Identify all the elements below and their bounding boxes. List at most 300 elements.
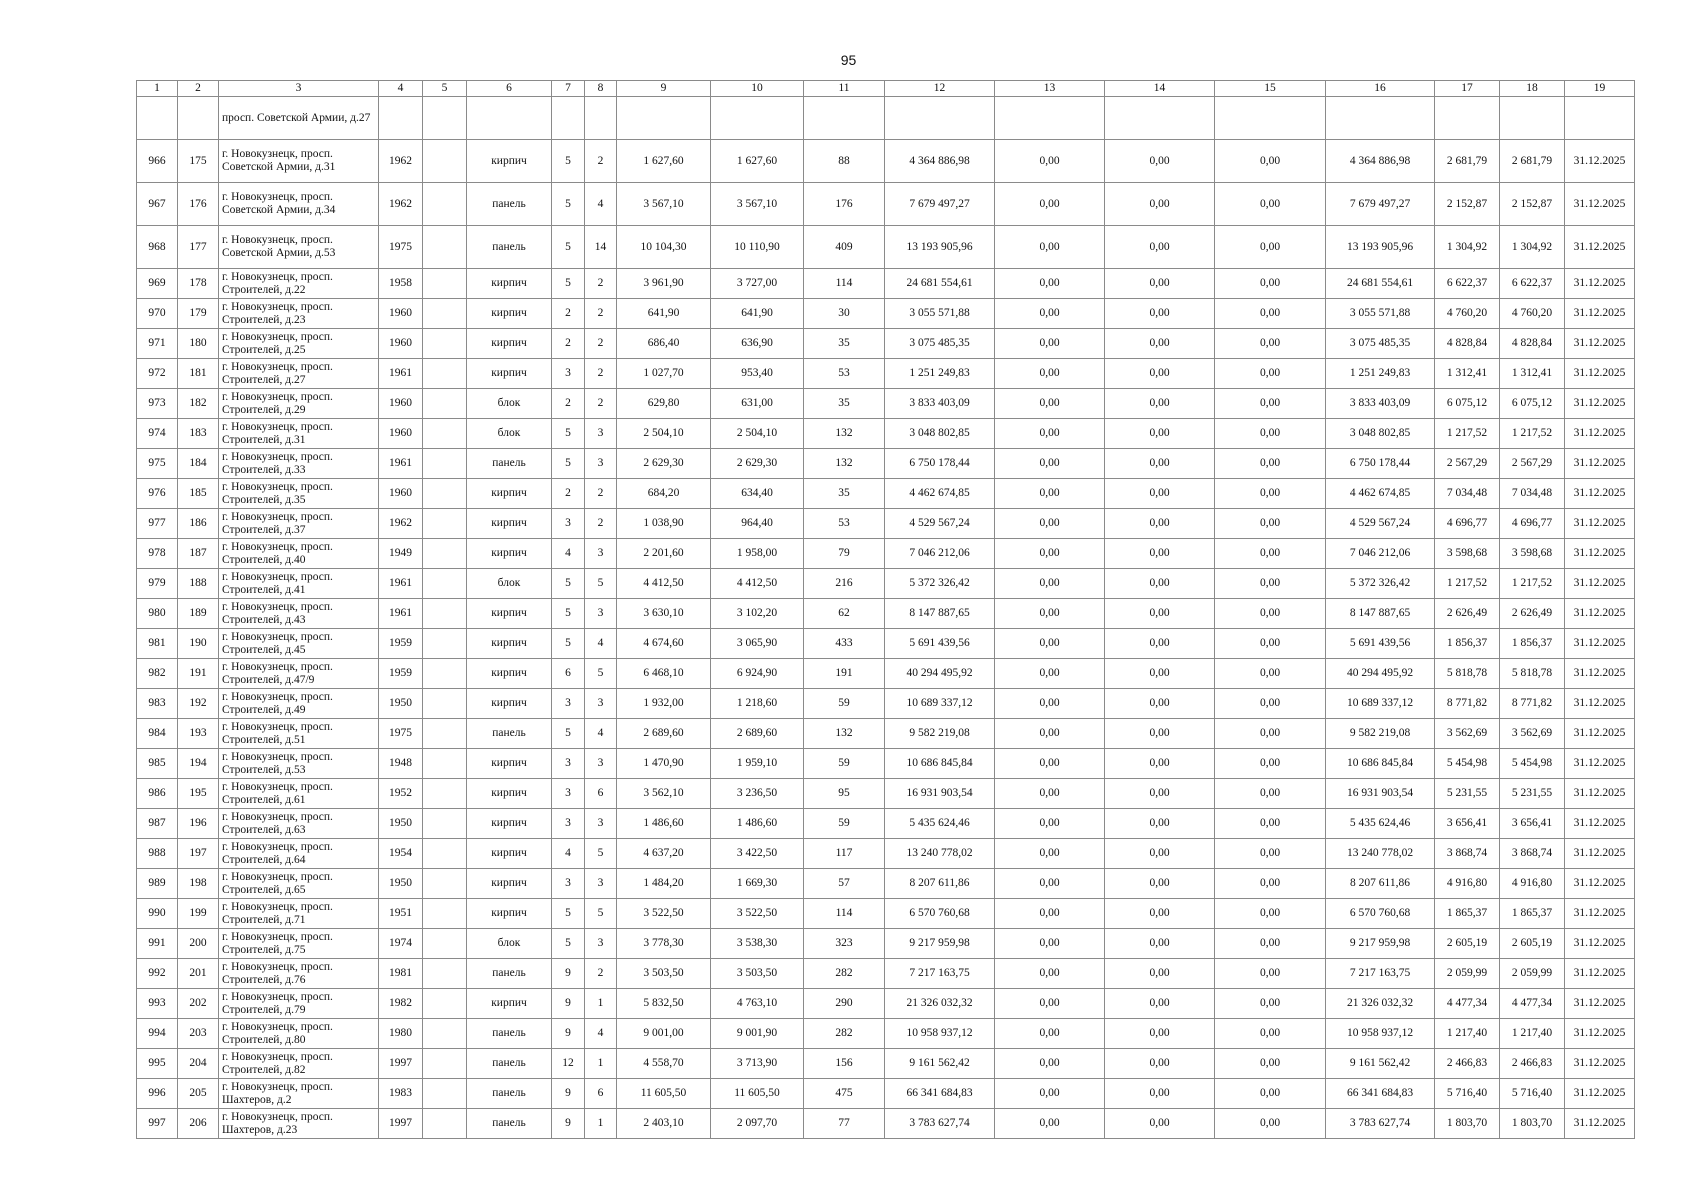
table-cell: 4 (585, 629, 617, 659)
table-cell: 0,00 (1105, 539, 1215, 569)
table-cell: панель (467, 959, 552, 989)
table-cell: 0,00 (995, 389, 1105, 419)
table-cell: 191 (804, 659, 885, 689)
table-cell: 0,00 (1105, 359, 1215, 389)
table-cell: 0,00 (1215, 899, 1326, 929)
table-cell: 9 (552, 1109, 585, 1139)
table-cell: 0,00 (1105, 959, 1215, 989)
table-cell: 0,00 (1215, 689, 1326, 719)
table-cell: 4 828,84 (1500, 329, 1565, 359)
address-cell: г. Новокузнецк, просп. Строителей, д.22 (219, 269, 379, 299)
table-cell (379, 97, 423, 140)
table-cell: 0,00 (1215, 479, 1326, 509)
table-cell: 117 (804, 839, 885, 869)
table-cell: 0,00 (995, 1109, 1105, 1139)
table-cell: 0,00 (995, 1079, 1105, 1109)
table-cell: 0,00 (1215, 1079, 1326, 1109)
table-cell: 686,40 (617, 329, 711, 359)
table-cell (1500, 97, 1565, 140)
table-cell: 3 (585, 419, 617, 449)
table-cell: 0,00 (1105, 749, 1215, 779)
table-cell (178, 97, 219, 140)
table-cell: 6 (585, 1079, 617, 1109)
table-cell: 4 364 886,98 (885, 140, 995, 183)
table-cell: 0,00 (1215, 509, 1326, 539)
table-cell (1326, 97, 1435, 140)
table-row (137, 569, 1635, 599)
table-cell: 0,00 (995, 1049, 1105, 1079)
table-cell: 3 (585, 539, 617, 569)
table-cell: 1 803,70 (1500, 1109, 1565, 1139)
table-cell: 1960 (379, 329, 423, 359)
table-cell: 634,40 (711, 479, 804, 509)
table-cell (423, 809, 467, 839)
table-cell: 4 412,50 (711, 569, 804, 599)
table-cell: блок (467, 419, 552, 449)
table-cell (423, 449, 467, 479)
table-cell: 4 637,20 (617, 839, 711, 869)
table-cell: 9 (552, 1079, 585, 1109)
table-cell: кирпич (467, 989, 552, 1019)
table-cell: блок (467, 389, 552, 419)
table-cell: 3 562,69 (1500, 719, 1565, 749)
table-cell: 7 217 163,75 (1326, 959, 1435, 989)
table-cell: 59 (804, 689, 885, 719)
table-cell: 1960 (379, 299, 423, 329)
table-cell: 970 (137, 299, 178, 329)
table-cell: 31.12.2025 (1565, 299, 1635, 329)
table-row (137, 809, 1635, 839)
table-cell: 5 716,40 (1500, 1079, 1565, 1109)
table-cell: 3 055 571,88 (1326, 299, 1435, 329)
table-cell: 0,00 (1215, 1019, 1326, 1049)
table-cell: 3 236,50 (711, 779, 804, 809)
table-cell: 198 (178, 869, 219, 899)
table-cell: 53 (804, 509, 885, 539)
table-cell: 0,00 (1105, 629, 1215, 659)
table-cell: 3 567,10 (711, 183, 804, 226)
table-cell: 1975 (379, 226, 423, 269)
table-cell: 31.12.2025 (1565, 659, 1635, 689)
table-cell: 5 832,50 (617, 989, 711, 1019)
table-cell: 0,00 (995, 1019, 1105, 1049)
table-cell: 0,00 (1105, 779, 1215, 809)
table-cell: 2 605,19 (1500, 929, 1565, 959)
address-cell: г. Новокузнецк, просп. Строителей, д.76 (219, 959, 379, 989)
table-cell: 195 (178, 779, 219, 809)
table-cell: 5 231,55 (1500, 779, 1565, 809)
table-cell: 4 (585, 183, 617, 226)
table-cell: кирпич (467, 299, 552, 329)
table-cell: 1 (585, 989, 617, 1019)
table-row (137, 269, 1635, 299)
table-cell: 9 161 562,42 (1326, 1049, 1435, 1079)
table-cell: 1 218,60 (711, 689, 804, 719)
table-cell: панель (467, 226, 552, 269)
table-cell: 0,00 (1215, 839, 1326, 869)
table-cell: 7 046 212,06 (885, 539, 995, 569)
table-cell: 0,00 (995, 839, 1105, 869)
table-cell: 0,00 (1105, 719, 1215, 749)
table-cell: 2 (585, 479, 617, 509)
table-cell: 966 (137, 140, 178, 183)
table-cell: 0,00 (1105, 659, 1215, 689)
table-cell: 5 691 439,56 (885, 629, 995, 659)
table-cell: 1961 (379, 359, 423, 389)
table-cell: 10 686 845,84 (885, 749, 995, 779)
address-cell: г. Новокузнецк, просп. Строителей, д.71 (219, 899, 379, 929)
table-cell (423, 183, 467, 226)
table-row (137, 1109, 1635, 1139)
table-cell: 0,00 (1105, 1049, 1215, 1079)
table-cell (423, 659, 467, 689)
table-cell: 31.12.2025 (1565, 779, 1635, 809)
table-cell: 3 (585, 689, 617, 719)
table-cell: 31.12.2025 (1565, 1049, 1635, 1079)
table-cell: 31.12.2025 (1565, 1109, 1635, 1139)
table-row (137, 899, 1635, 929)
table-cell (423, 1079, 467, 1109)
table-cell (995, 97, 1105, 140)
table-cell: 31.12.2025 (1565, 183, 1635, 226)
table-cell (711, 97, 804, 140)
table-cell: 0,00 (1215, 226, 1326, 269)
table-cell: 5 (585, 899, 617, 929)
table-cell: 1950 (379, 809, 423, 839)
table-cell: 5 (552, 929, 585, 959)
table-cell: 0,00 (1215, 419, 1326, 449)
table-cell: 3 783 627,74 (885, 1109, 995, 1139)
table-cell: 156 (804, 1049, 885, 1079)
table-cell: 1 803,70 (1435, 1109, 1500, 1139)
table-cell: 984 (137, 719, 178, 749)
table-cell: 0,00 (995, 419, 1105, 449)
table-cell: 13 193 905,96 (1326, 226, 1435, 269)
table-cell: 2 466,83 (1435, 1049, 1500, 1079)
table-cell: 2 (585, 509, 617, 539)
table-row (137, 140, 1635, 183)
table-cell: 2 403,10 (617, 1109, 711, 1139)
table-cell: 0,00 (995, 140, 1105, 183)
table-cell: 2 681,79 (1500, 140, 1565, 183)
table-row (137, 869, 1635, 899)
table-cell: 5 (552, 269, 585, 299)
table-cell: 282 (804, 1019, 885, 1049)
table-cell: 0,00 (1105, 839, 1215, 869)
table-cell: 985 (137, 749, 178, 779)
table-cell: 4 462 674,85 (885, 479, 995, 509)
table-cell: 641,90 (711, 299, 804, 329)
table-cell: 6 075,12 (1435, 389, 1500, 419)
table-cell: 3 727,00 (711, 269, 804, 299)
table-cell: 8 147 887,65 (1326, 599, 1435, 629)
table-cell: 3 630,10 (617, 599, 711, 629)
table-cell: кирпич (467, 839, 552, 869)
table-cell: 3 048 802,85 (885, 419, 995, 449)
address-cell: просп. Советской Армии, д.27 (219, 97, 379, 140)
table-cell: 3 (552, 689, 585, 719)
table-cell: 9 (552, 1019, 585, 1049)
table-cell: 4 (552, 839, 585, 869)
table-cell: 184 (178, 449, 219, 479)
table-cell: 31.12.2025 (1565, 689, 1635, 719)
table-row (137, 989, 1635, 1019)
table-cell: 16 931 903,54 (1326, 779, 1435, 809)
table-cell: 3 (552, 359, 585, 389)
table-cell (423, 1019, 467, 1049)
table-cell: 6 570 760,68 (885, 899, 995, 929)
table-cell: 4 477,34 (1435, 989, 1500, 1019)
table-cell: 0,00 (995, 809, 1105, 839)
table-cell: 0,00 (1215, 869, 1326, 899)
table-row (137, 629, 1635, 659)
table-cell: 180 (178, 329, 219, 359)
table-cell: 10 958 937,12 (885, 1019, 995, 1049)
table-cell: 31.12.2025 (1565, 959, 1635, 989)
table-cell: 0,00 (1215, 719, 1326, 749)
table-cell: 973 (137, 389, 178, 419)
table-cell (137, 97, 178, 140)
table-cell: 1 669,30 (711, 869, 804, 899)
table-cell: 14 (585, 226, 617, 269)
column-header: 8 (585, 81, 617, 97)
address-cell: г. Новокузнецк, просп. Строителей, д.51 (219, 719, 379, 749)
table-cell: 0,00 (1105, 1019, 1215, 1049)
column-header: 10 (711, 81, 804, 97)
table-cell (423, 689, 467, 719)
table-row (137, 929, 1635, 959)
table-cell: 21 326 032,32 (885, 989, 995, 1019)
table-cell (423, 509, 467, 539)
table-row (137, 509, 1635, 539)
table-cell: 1 312,41 (1500, 359, 1565, 389)
table-cell: 9 217 959,98 (885, 929, 995, 959)
table-cell: 8 207 611,86 (885, 869, 995, 899)
table-cell: 196 (178, 809, 219, 839)
table-cell: 986 (137, 779, 178, 809)
table-cell: 12 (552, 1049, 585, 1079)
table-cell: 5 (552, 183, 585, 226)
table-cell: 1 865,37 (1435, 899, 1500, 929)
address-cell: г. Новокузнецк, просп. Строителей, д.43 (219, 599, 379, 629)
table-body (137, 97, 1635, 1139)
table-cell: 9 (552, 959, 585, 989)
table-cell: 974 (137, 419, 178, 449)
table-cell (423, 899, 467, 929)
table-cell: 202 (178, 989, 219, 1019)
address-cell: г. Новокузнецк, просп. Строителей, д.31 (219, 419, 379, 449)
table-cell: 188 (178, 569, 219, 599)
table-cell: 987 (137, 809, 178, 839)
table-cell: 3 713,90 (711, 1049, 804, 1079)
table-cell: кирпич (467, 329, 552, 359)
table-cell: 10 104,30 (617, 226, 711, 269)
table-cell: 6 622,37 (1435, 269, 1500, 299)
table-cell: 204 (178, 1049, 219, 1079)
table-cell: 5 (585, 839, 617, 869)
table-cell: кирпич (467, 140, 552, 183)
table-cell: 7 679 497,27 (885, 183, 995, 226)
table-cell: 31.12.2025 (1565, 1079, 1635, 1109)
table-cell: 980 (137, 599, 178, 629)
table-cell: 3 598,68 (1435, 539, 1500, 569)
table-cell: 2 (585, 329, 617, 359)
table-cell: 205 (178, 1079, 219, 1109)
table-cell: 0,00 (1105, 183, 1215, 226)
table-row (137, 749, 1635, 779)
table-cell: 3 (585, 749, 617, 779)
table-cell: 31.12.2025 (1565, 989, 1635, 1019)
table-cell: 0,00 (995, 659, 1105, 689)
table-cell: 2 689,60 (617, 719, 711, 749)
table-cell: 2 097,70 (711, 1109, 804, 1139)
table-cell: 3 833 403,09 (1326, 389, 1435, 419)
table-cell: 433 (804, 629, 885, 659)
table-cell: 3 (552, 509, 585, 539)
table-cell: 2 567,29 (1435, 449, 1500, 479)
table-cell: 0,00 (1215, 809, 1326, 839)
table-cell: 2 (552, 479, 585, 509)
table-cell: 1 470,90 (617, 749, 711, 779)
table-cell: 6 924,90 (711, 659, 804, 689)
table-cell: 1997 (379, 1049, 423, 1079)
column-header: 14 (1105, 81, 1215, 97)
table-cell: 1961 (379, 599, 423, 629)
table-cell: 1 304,92 (1435, 226, 1500, 269)
table-cell (423, 539, 467, 569)
table-cell: 114 (804, 899, 885, 929)
table-cell: 3 (585, 809, 617, 839)
table-cell (1215, 97, 1326, 140)
table-cell: 3 961,90 (617, 269, 711, 299)
table-cell: 132 (804, 419, 885, 449)
address-cell: г. Новокузнецк, просп. Строителей, д.49 (219, 689, 379, 719)
table-cell: 0,00 (1105, 689, 1215, 719)
table-cell: 3 656,41 (1435, 809, 1500, 839)
table-cell: 187 (178, 539, 219, 569)
table-cell: 976 (137, 479, 178, 509)
table-cell: 0,00 (1105, 929, 1215, 959)
table-cell: 641,90 (617, 299, 711, 329)
table-cell: 2 629,30 (617, 449, 711, 479)
table-cell: 7 034,48 (1500, 479, 1565, 509)
table-cell: 1961 (379, 449, 423, 479)
table-cell: 7 034,48 (1435, 479, 1500, 509)
table-cell: 7 679 497,27 (1326, 183, 1435, 226)
address-cell: г. Новокузнецк, просп. Советской Армии, д.31 (219, 140, 379, 183)
table-cell: 6 075,12 (1500, 389, 1565, 419)
table-cell: 953,40 (711, 359, 804, 389)
table-cell: 0,00 (995, 226, 1105, 269)
table-cell: 5 454,98 (1435, 749, 1500, 779)
table-cell: 1960 (379, 389, 423, 419)
table-cell: 0,00 (995, 509, 1105, 539)
table-cell: 5 (552, 719, 585, 749)
address-cell: г. Новокузнецк, просп. Строителей, д.37 (219, 509, 379, 539)
table-cell: 0,00 (1215, 1109, 1326, 1139)
table-cell: 0,00 (995, 749, 1105, 779)
table-cell: кирпич (467, 689, 552, 719)
table-cell: 9 001,90 (711, 1019, 804, 1049)
table-cell: 0,00 (1105, 226, 1215, 269)
table-cell: 1 627,60 (711, 140, 804, 183)
table-cell: 31.12.2025 (1565, 389, 1635, 419)
table-cell: 4 462 674,85 (1326, 479, 1435, 509)
table-cell: 967 (137, 183, 178, 226)
table-cell: 5 372 326,42 (1326, 569, 1435, 599)
table-cell: 13 240 778,02 (885, 839, 995, 869)
table-cell: 1950 (379, 869, 423, 899)
address-cell: г. Новокузнецк, просп. Строителей, д.35 (219, 479, 379, 509)
table-cell: 0,00 (1215, 449, 1326, 479)
table-cell (423, 629, 467, 659)
table-cell: 10 110,90 (711, 226, 804, 269)
table-cell: 3 (552, 749, 585, 779)
table-cell: кирпич (467, 269, 552, 299)
table-cell: 0,00 (1215, 749, 1326, 779)
table-cell: 0,00 (1105, 509, 1215, 539)
table-cell (617, 97, 711, 140)
table-cell: 3 567,10 (617, 183, 711, 226)
table-cell (423, 869, 467, 899)
table-cell: 0,00 (1215, 989, 1326, 1019)
table-cell: 3 (552, 779, 585, 809)
table-cell: 59 (804, 809, 885, 839)
table-cell: 95 (804, 779, 885, 809)
table-cell: 1958 (379, 269, 423, 299)
address-cell: г. Новокузнецк, просп. Строителей, д.45 (219, 629, 379, 659)
table-cell: 10 686 845,84 (1326, 749, 1435, 779)
table-cell: 62 (804, 599, 885, 629)
table-cell (423, 1049, 467, 1079)
table-cell: 178 (178, 269, 219, 299)
table-cell: 31.12.2025 (1565, 479, 1635, 509)
table-cell: кирпич (467, 509, 552, 539)
table-cell: 636,90 (711, 329, 804, 359)
table-cell: 0,00 (995, 269, 1105, 299)
table-cell (423, 299, 467, 329)
table-cell: 4 674,60 (617, 629, 711, 659)
page-number: 95 (840, 52, 857, 68)
table-cell: 1 486,60 (711, 809, 804, 839)
table-cell: 1 217,52 (1500, 569, 1565, 599)
table-cell: 31.12.2025 (1565, 269, 1635, 299)
table-cell: 989 (137, 869, 178, 899)
table-cell: 1961 (379, 569, 423, 599)
table-cell: 2 201,60 (617, 539, 711, 569)
table-cell: 1983 (379, 1079, 423, 1109)
table-cell: 31.12.2025 (1565, 539, 1635, 569)
table-cell: 0,00 (1215, 183, 1326, 226)
table-cell: 0,00 (1105, 1079, 1215, 1109)
table-cell: 0,00 (995, 989, 1105, 1019)
table-cell: кирпич (467, 749, 552, 779)
table-cell: 2 466,83 (1500, 1049, 1565, 1079)
table-cell: 5 (552, 419, 585, 449)
table-cell: 1962 (379, 183, 423, 226)
table-cell: 2 (552, 329, 585, 359)
table-cell: 0,00 (995, 359, 1105, 389)
table-cell: 1962 (379, 140, 423, 183)
table-cell (423, 359, 467, 389)
table-cell: 7 046 212,06 (1326, 539, 1435, 569)
table-cell: 2 504,10 (617, 419, 711, 449)
table-cell: 200 (178, 929, 219, 959)
table-cell: 0,00 (995, 629, 1105, 659)
table-cell: 31.12.2025 (1565, 749, 1635, 779)
table-cell: 1975 (379, 719, 423, 749)
table-cell: 1 312,41 (1435, 359, 1500, 389)
